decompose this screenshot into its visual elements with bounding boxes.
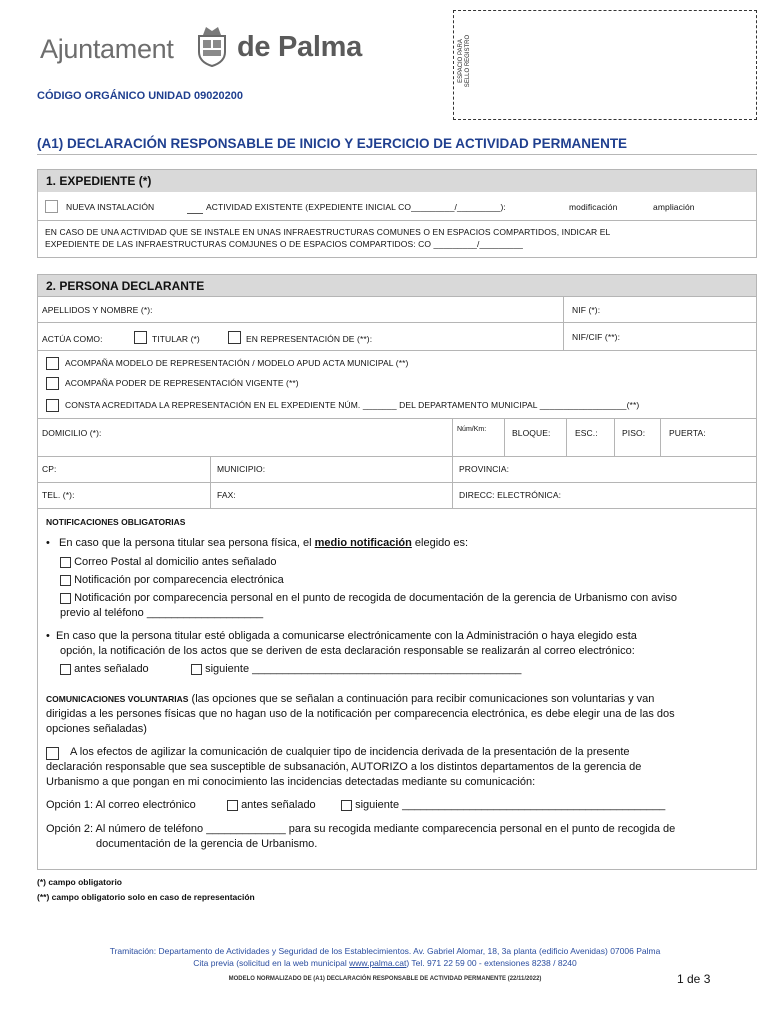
fax-label: FAX:	[217, 490, 236, 500]
tel-label: TEL. (*):	[42, 490, 75, 500]
logo-de-palma: de Palma	[237, 31, 362, 63]
footer-tramitacion: Tramitación: Departamento de Actividades y Seguridad de los Establecimientos. Av. Gabriel Alomar, 18, 3a planta (edificio Avenidas) 07006 Palma	[109, 946, 661, 956]
title-divider	[37, 154, 757, 155]
nifcif-label: NIF/CIF (**):	[572, 332, 621, 342]
logo-ajuntament: Ajuntament	[40, 34, 174, 64]
autorizo-checkbox[interactable]	[46, 747, 59, 760]
palma-crest-icon	[191, 22, 233, 68]
palma-web-link[interactable]: www.palma.cat	[349, 958, 407, 968]
correo-postal-checkbox[interactable]	[60, 557, 71, 568]
footer-cita-post: ) Tel. 971 22 59 00 - extensiones 8238 / 8240	[406, 958, 577, 968]
agilizar-text-3: Urbanismo a que pongan en mi conocimiento las incidencias detectadas mediante su comunicación:	[46, 776, 536, 788]
titular-label: TITULAR (*)	[152, 334, 200, 344]
bullet-1	[46, 537, 468, 549]
page-number: 1 de 3	[677, 972, 711, 986]
section-heading: 2. PERSONA DECLARANTE	[38, 275, 756, 297]
note-representacion: (**) campo obligatorio solo en caso de representación	[37, 892, 255, 902]
sello-label-2: SELLO REGISTRO	[465, 34, 471, 88]
comparecencia-personal-label-2: previo al teléfono ___________________	[60, 607, 264, 619]
voluntarias-text-2: dirigidas a les persones físicas que no hagan uso de la notificación per comparecencia electrónica, es debe elegir una de las dos	[46, 708, 675, 720]
notificaciones-title: NOTIFICACIONES OBLIGATORIAS	[46, 517, 186, 527]
acompana-modelo-checkbox[interactable]	[46, 357, 59, 370]
opcion1-siguiente-checkbox[interactable]	[341, 800, 352, 811]
bullet-icon: •	[46, 537, 50, 549]
domicilio-label: DOMICILIO (*):	[42, 428, 102, 438]
page-title: (A1) DECLARACIÓN RESPONSABLE DE INICIO Y EJERCICIO DE ACTIVIDAD PERMANENTE	[37, 136, 628, 151]
opcion1-antes-label: antes señalado	[241, 799, 316, 811]
bullet2-line1: En caso que la persona titular esté obligada a comunicarse electrónicamente con la Administración o haya elegido esta	[55, 630, 637, 642]
footer-cita-pre: Cita previa (solicitud en la web municipal	[193, 958, 350, 968]
nueva-instalacion-label: NUEVA INSTALACIÓN	[66, 202, 155, 212]
bullet1-post: elegido es:	[414, 537, 469, 549]
representacion-checkbox[interactable]	[228, 331, 241, 344]
infra-text-1: EN CASO DE UNA ACTIVIDAD QUE SE INSTALE EN UNAS INFRAESTRUCTURAS COMUNES O EN ESPACIOS COMPARTIDOS, INDICAR EL	[45, 227, 611, 237]
bloque-label: BLOQUE:	[512, 428, 551, 438]
correo-siguiente-label: siguiente ____________________________________________	[205, 663, 522, 675]
correo-antes-checkbox[interactable]	[60, 664, 71, 675]
opcion2-text-1: Opción 2: Al número de teléfono _____________ para su recogida mediante comparecencia personal en el punto de recogida de	[46, 823, 676, 835]
footer-cita-previa	[0, 958, 770, 968]
voluntarias-text-3: opciones señaladas)	[46, 723, 147, 735]
codigo-organico: CÓDIGO ORGÁNICO UNIDAD 09020200	[37, 90, 243, 102]
bullet1-bold: medio notificación	[314, 537, 412, 549]
sello-label-1: ESPACIO PARA	[458, 39, 464, 83]
representacion-label: EN REPRESENTACIÓN DE (**):	[246, 334, 373, 344]
titular-checkbox[interactable]	[134, 331, 147, 344]
agilizar-text-2: declaración responsable que sea susceptible de subsanación, AUTORIZO a los distintos departamentos de la gerencia de	[46, 761, 642, 773]
sello-registro-box	[453, 10, 757, 120]
bullet-2	[46, 630, 637, 642]
provincia-label: PROVINCIA:	[459, 464, 510, 474]
comparecencia-electronica-checkbox[interactable]	[60, 575, 71, 586]
modificacion-option[interactable]: modificación	[569, 202, 618, 212]
nif-label: NIF (*):	[572, 305, 601, 315]
acompana-modelo-label: ACOMPAÑA MODELO DE REPRESENTACIÓN / MODELO APUD ACTA MUNICIPAL (**)	[65, 358, 409, 368]
agilizar-text-1: A los efectos de agilizar la comunicación de cualquier tipo de incidencia derivada de la presentación de la presente	[70, 746, 630, 758]
acompana-poder-checkbox[interactable]	[46, 377, 59, 390]
bullet-icon: •	[46, 630, 50, 642]
voluntarias-line-1	[46, 693, 654, 705]
apellidos-label: APELLIDOS Y NOMBRE (*):	[42, 305, 153, 315]
piso-label: PISO:	[622, 428, 646, 438]
section-heading: 1. EXPEDIENTE (*)	[38, 170, 756, 192]
comparecencia-personal-label: Notificación por comparecencia personal en el punto de recogida de documentación de la gerencia de Urbanismo con aviso	[74, 592, 677, 604]
footer-model: MODELO NORMALIZADO DE (A1) DECLARACIÓN RESPONSABLE DE ACTIVIDAD PERMANENTE (22/11/2022)	[228, 976, 542, 982]
direcc-electronica-label: DIRECC: ELECTRÓNICA:	[459, 490, 562, 500]
puerta-label: PUERTA:	[669, 428, 706, 438]
comparecencia-personal-checkbox[interactable]	[60, 593, 71, 604]
consta-acreditada-label: CONSTA ACREDITADA LA REPRESENTACIÓN EN EL EXPEDIENTE NÚM. _______ DEL DEPARTAMENTO MUNICIPAL __________________(**)	[65, 400, 640, 410]
voluntarias-title: COMUNICACIONES VOLUNTARIAS	[46, 694, 189, 704]
actividad-existente-label: ACTIVIDAD EXISTENTE (EXPEDIENTE INICIAL CO_________/_________):	[206, 202, 506, 212]
note-obligatorio: (*) campo obligatorio	[37, 877, 122, 887]
bullet2-line2: opción, la notificación de los actos que se deriven de esta declaración responsable se realizarán al correo electrónico:	[60, 645, 635, 657]
consta-acreditada-checkbox[interactable]	[46, 399, 59, 412]
nueva-instalacion-checkbox[interactable]	[45, 200, 58, 213]
opcion2-text-2: documentación de la gerencia de Urbanismo.	[96, 838, 318, 850]
comparecencia-electronica-label: Notificación por comparecencia electrónica	[74, 574, 284, 586]
correo-postal-label: Correo Postal al domicilio antes señalado	[74, 556, 277, 568]
numkm-label: Núm/Km:	[457, 426, 487, 433]
voluntarias-text-1: (las opciones que se señalan a continuación para recibir comunicaciones son voluntarias y van	[188, 693, 655, 705]
acompana-poder-label: ACOMPAÑA PODER DE REPRESENTACIÓN VIGENTE (**)	[65, 378, 299, 388]
opcion1-antes-checkbox[interactable]	[227, 800, 238, 811]
cp-label: CP:	[42, 464, 57, 474]
opcion1-label: Opción 1: Al correo electrónico	[46, 799, 196, 811]
correo-antes-label: antes señalado	[74, 663, 149, 675]
opcion1-siguiente-label: siguiente ___________________________________________	[355, 799, 666, 811]
actividad-existente-checkbox[interactable]	[187, 213, 203, 214]
actua-label: ACTÚA COMO:	[42, 334, 103, 344]
bullet1-pre: En caso que la persona titular sea persona física, el	[59, 537, 312, 549]
correo-siguiente-checkbox[interactable]	[191, 664, 202, 675]
ampliacion-option[interactable]: ampliación	[653, 202, 695, 212]
esc-label: ESC.:	[575, 428, 598, 438]
infra-text-2: EXPEDIENTE DE LAS INFRAESTRUCTURAS COMJUNES O DE ESPACIOS COMPARTIDOS: CO _________/_________	[45, 239, 523, 249]
municipio-label: MUNICIPIO:	[217, 464, 266, 474]
